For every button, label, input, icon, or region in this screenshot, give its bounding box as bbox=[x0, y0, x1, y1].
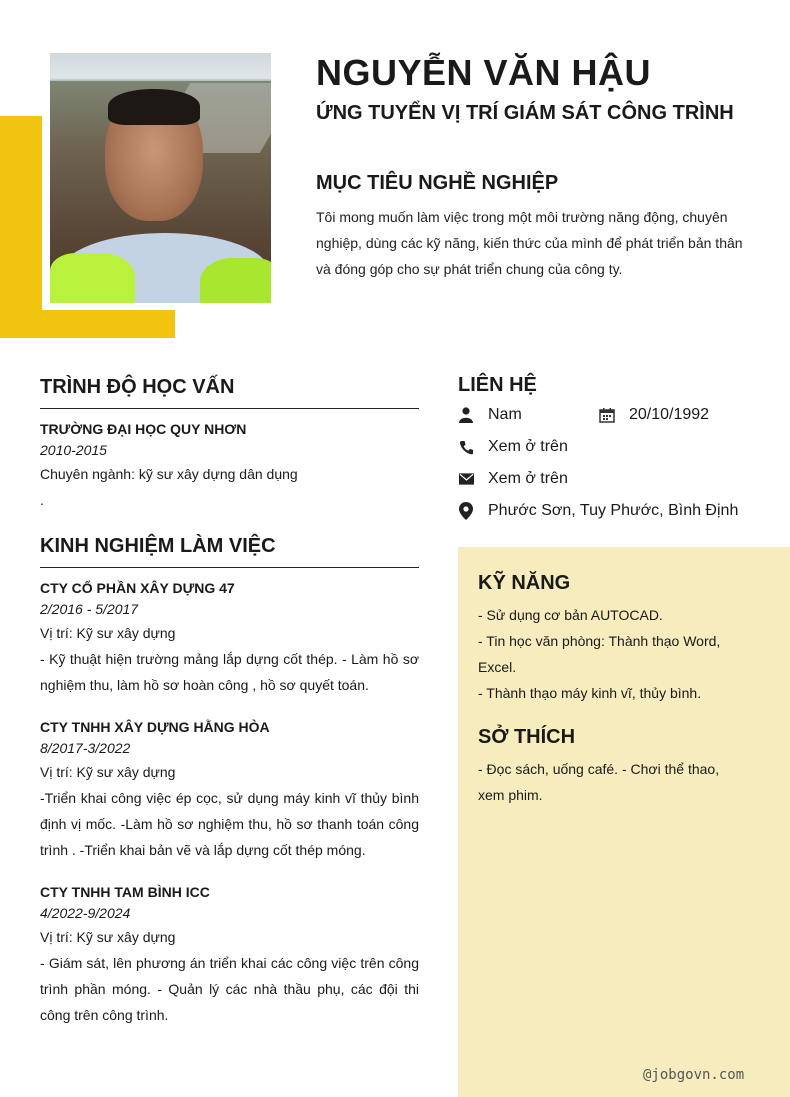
email-value[interactable]: Xem ở trên bbox=[488, 470, 568, 487]
experience-divider bbox=[40, 567, 419, 568]
job-period: 4/2022-9/2024 bbox=[40, 905, 131, 921]
phone-value[interactable]: Xem ở trên bbox=[488, 438, 568, 455]
candidate-name: NGUYỄN VĂN HẬU bbox=[316, 52, 652, 93]
education-major: Chuyên ngành: kỹ sư xây dựng dân dụng bbox=[40, 466, 298, 482]
phone-icon bbox=[458, 439, 474, 455]
job-role: Vị trí: Kỹ sư xây dựng bbox=[40, 625, 176, 641]
education-extra: . bbox=[40, 492, 44, 508]
job-description: - Kỹ thuật hiện trường mảng lắp dựng cốt thép. - Làm hồ sơ nghiệm thu, làm hồ sơ hoàn công , hồ sơ quyết toán. bbox=[40, 651, 419, 693]
address-value: Phước Sơn, Tuy Phước, Bình Định bbox=[488, 502, 739, 519]
company-name: CTY CỔ PHẦN XÂY DỰNG 47 bbox=[40, 580, 235, 596]
education-entry bbox=[40, 421, 419, 513]
gender-value: Nam bbox=[488, 406, 522, 423]
skill-item: - Tin học văn phòng: Thành thạo Word, Excel. bbox=[478, 633, 721, 675]
skills-heading: KỸ NĂNG bbox=[478, 572, 571, 594]
skills-hobbies-panel bbox=[458, 547, 790, 1097]
contact-heading: LIÊN HỆ bbox=[458, 374, 537, 396]
job-entry bbox=[40, 580, 419, 698]
watermark: @jobgovn.com bbox=[643, 1067, 745, 1083]
skill-item: - Thành thạo máy kinh vĩ, thủy bình. bbox=[478, 685, 702, 701]
company-name: CTY TNHH TAM BÌNH ICC bbox=[40, 884, 210, 900]
school-name: TRƯỜNG ĐẠI HỌC QUY NHƠN bbox=[40, 421, 247, 437]
contact-gender bbox=[458, 406, 522, 424]
contact-phone bbox=[458, 438, 568, 456]
education-divider bbox=[40, 408, 419, 409]
job-period: 2/2016 - 5/2017 bbox=[40, 601, 139, 617]
job-entry bbox=[40, 719, 419, 863]
calendar-icon bbox=[599, 407, 615, 423]
person-icon bbox=[458, 407, 474, 423]
education-heading: TRÌNH ĐỘ HỌC VẤN bbox=[40, 376, 235, 398]
profile-photo bbox=[50, 53, 271, 303]
accent-bar-vertical bbox=[0, 116, 42, 338]
accent-bar-horizontal bbox=[0, 310, 175, 338]
skill-item: - Sử dụng cơ bản AUTOCAD. bbox=[478, 607, 663, 623]
hobbies-heading: SỞ THÍCH bbox=[478, 726, 576, 748]
contact-address bbox=[458, 502, 738, 520]
applied-position: ỨNG TUYỂN VỊ TRÍ GIÁM SÁT CÔNG TRÌNH bbox=[316, 102, 734, 124]
job-role: Vị trí: Kỹ sư xây dựng bbox=[40, 764, 176, 780]
education-years: 2010-2015 bbox=[40, 442, 107, 458]
hobbies-text: - Đọc sách, uống café. - Chơi thể thao, xem phim. bbox=[478, 761, 720, 803]
mail-icon bbox=[458, 471, 474, 487]
location-pin-icon bbox=[458, 503, 474, 519]
job-description: - Giám sát, lên phương án triển khai các công việc trên công trình phần móng. - Quản lý các nhà thầu phụ, các đội thi công trên công trình. bbox=[40, 955, 419, 1023]
job-description: -Triển khai công việc ép cọc, sử dụng máy kinh vĩ thủy bình định vị mốc. -Làm hồ sơ nghiệm thu, hồ sơ thanh toán công trình . -Triển khai bản vẽ và lắp dựng cốt thép móng. bbox=[40, 790, 419, 858]
contact-birthday bbox=[599, 406, 709, 424]
company-name: CTY TNHH XÂY DỰNG HẰNG HÒA bbox=[40, 719, 270, 735]
contact-email bbox=[458, 470, 568, 488]
job-role: Vị trí: Kỹ sư xây dựng bbox=[40, 929, 176, 945]
job-entry bbox=[40, 884, 419, 1028]
birthday-value: 20/10/1992 bbox=[629, 406, 710, 423]
objective-text: Tôi mong muốn làm việc trong một môi trường năng động, chuyên nghiệp, dùng các kỹ năng, kiến thức của mình để phát triển bản thân và đóng góp cho sự phát triển chung của công ty. bbox=[316, 209, 743, 277]
objective-heading: MỤC TIÊU NGHỀ NGHIỆP bbox=[316, 172, 559, 194]
experience-heading: KINH NGHIỆM LÀM VIỆC bbox=[40, 535, 276, 557]
job-period: 8/2017-3/2022 bbox=[40, 740, 131, 756]
